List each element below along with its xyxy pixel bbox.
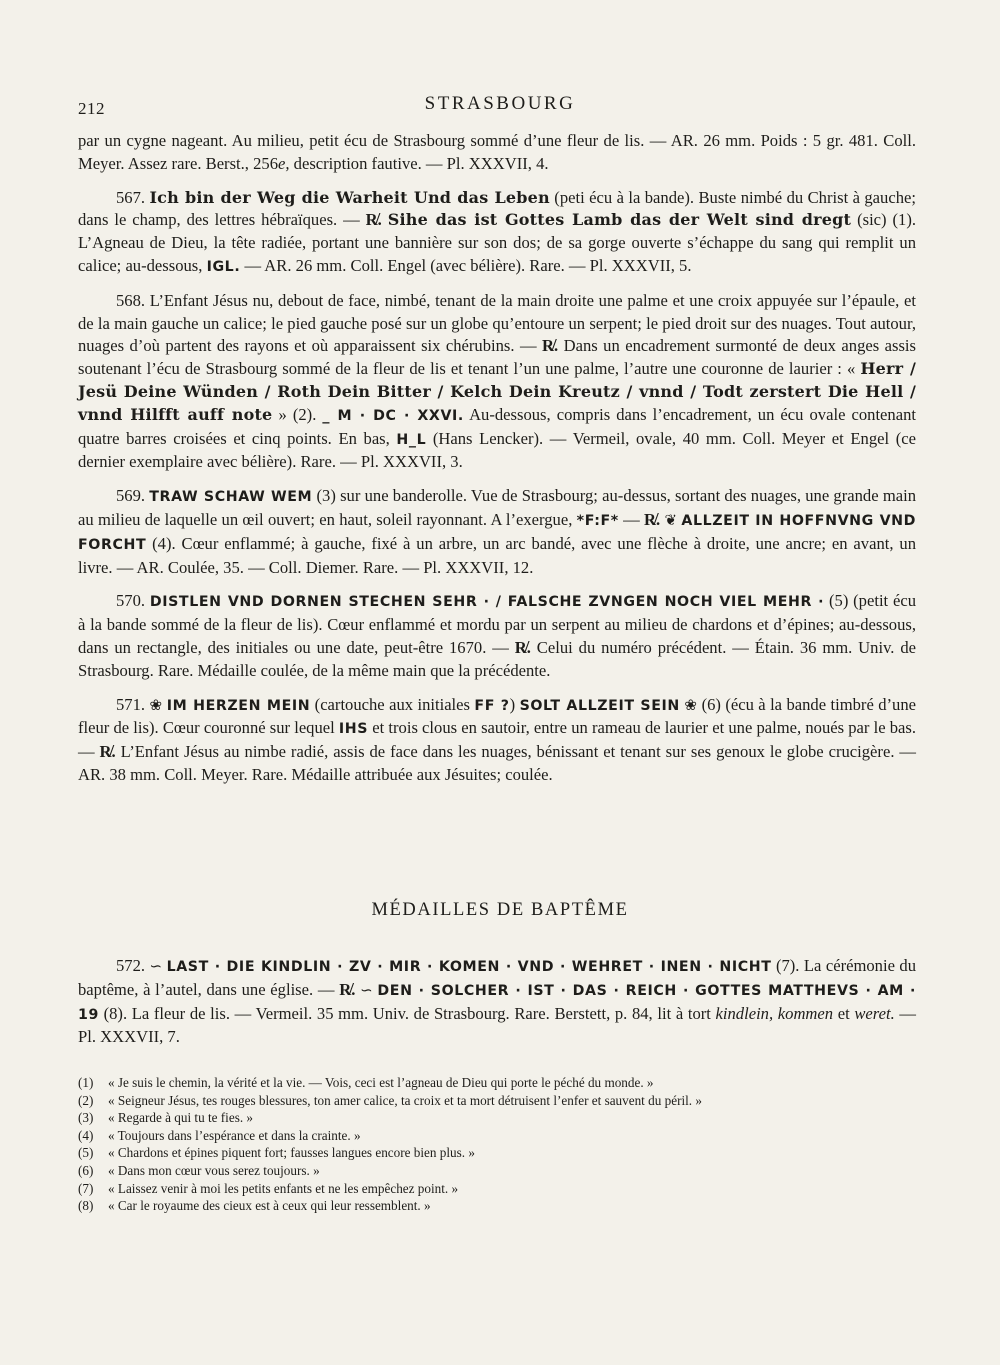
legend-obverse: Ich bin der Weg die Warheit Und das Leben <box>149 187 550 207</box>
continuation-text: par un cygne nageant. Au milieu, petit écu de Strasbourg sommé d’une fleur de lis. — AR. 26 mm. Poids : 5 gr. 481. Coll. Meyer. Assez rare. Berst., 256 <box>78 131 916 173</box>
entry-number: 567. <box>116 187 146 207</box>
reverse-mark: R̸. <box>339 979 356 999</box>
inscription: FF ? <box>474 697 510 714</box>
section-title: MÉDAILLES DE BAPTÊME <box>371 900 629 920</box>
running-title: STRASBOURG <box>424 93 576 114</box>
entry-text: Dans un encadrement surmonté de deux anges assis soutenant l’écu de Strasbourg sommé de la fleur de lis et tenant l’un une palme, l’autre une couronne de laurier : « <box>78 336 916 379</box>
inscription: IM HERZEN MEIN <box>166 697 311 714</box>
entry-570 <box>78 590 916 682</box>
inscription: H_L <box>396 431 427 448</box>
entry-text: L’Enfant Jésus nu, debout de face, nimbé, tenant de la main droite une palme et une croix appuyée sur l’épaule, et de la main gauche un calice; le pied gauche posé sur un globe qu’entoure un serpent; le pied droit sur des nuages. Tout autour, nuages d’où partent des rayons et où apparaissent six chérubins. — <box>78 290 916 356</box>
cord-icon: ∽ <box>360 980 373 999</box>
footnote-text: « Je suis le chemin, la vérité et la vie. — Vois, ceci est l’agneau de Dieu qui porte le péché du monde. » <box>108 1075 654 1090</box>
entry-number: 568. <box>116 290 146 310</box>
legend-reverse: Herr / Jesü Deine Wünden / Roth Dein Bitter / Kelch Dein Kreutz / vnnd / Todt zerstert Die Hell / vnnd Hilfft auff note <box>78 359 916 424</box>
footnote-text: « Dans mon cœur vous serez toujours. » <box>108 1162 320 1178</box>
rosette-icon: ❀ <box>149 695 163 714</box>
entry-text: (Hans Lencker). — Vermeil, ovale, 40 mm. Coll. Meyer et Engel (ce dernier exemplaire avec bélière). Rare. — Pl. XXXVII, 3. <box>78 428 916 472</box>
footnote <box>78 1197 904 1215</box>
reverse-mark: R̸. <box>644 509 661 529</box>
entry-569 <box>78 485 916 579</box>
inscription: IGL. <box>206 258 241 275</box>
inscription: DEN · SOLCHER · IST · DAS · REICH · GOTTES MATTHEVS · AM · 19 <box>78 982 916 1023</box>
entry-text: Au-dessous, compris dans l’encadrement, un écu ovale contenant quatre barres croisées et cinq points. En bas, <box>78 404 916 448</box>
entry-text: (peti écu à la bande). Buste nimbé du Christ à gauche; dans le champ, des lettres hébraïques. — <box>78 187 916 230</box>
entry-text: (6) (écu à la bande timbré d’une fleur de lis). Cœur couronné sur lequel <box>78 694 916 738</box>
inscription: SOLT ALLZEIT SEIN <box>519 697 680 714</box>
footnote-mark: (2) <box>78 1092 94 1108</box>
footnote-text: « Car le royaume des cieux est à ceux qui leur ressemblent. » <box>108 1198 431 1214</box>
entry-text: ) <box>509 694 520 714</box>
entry-text: (4). Cœur enflammé; à gauche, fixé à un arbre, un arc bandé, avec une flèche à droite, une ancre; en avant, un livre. — AR. Coulée, 35. — Coll. Diemer. Rare. — Pl. XXXVII, 12. <box>78 533 916 577</box>
continuation-text-after: description fautive. — Pl. XXXVII, 4. <box>289 153 549 173</box>
entry-text: — <box>618 509 645 529</box>
reverse-mark: R̸. <box>542 336 559 356</box>
footnote <box>78 1109 904 1127</box>
entry-572 <box>78 955 916 1049</box>
entry-text: (cartouche aux initiales <box>310 694 475 714</box>
baptism-body <box>78 955 916 1049</box>
entry-568 <box>78 290 916 474</box>
footnote-text: « Seigneur Jésus, tes rouges blessures, ton amer calice, ta croix et ta mort détruisent l’enfer et sauvent du péril. » <box>108 1092 702 1108</box>
entry-number: 570. <box>116 591 146 611</box>
entry-text: (8). La fleur de lis. — Vermeil. 35 mm. Univ. de Strasbourg. Rare. Berstett, p. 84, lit à tort <box>98 1003 716 1023</box>
entry-number: 569. <box>116 486 146 506</box>
continuation-italic: e, <box>278 153 290 173</box>
footnote-text: « Chardons et épines piquent fort; fausses langues encore bien plus. » <box>108 1145 475 1161</box>
footnote-mark: (1) <box>78 1075 94 1090</box>
entry-text: — AR. 26 mm. Coll. Engel (avec bélière). Rare. — Pl. XXXVII, 5. <box>240 255 692 275</box>
footnote-text: « Regarde à qui tu te fies. » <box>108 1110 254 1126</box>
footnote-mark: (7) <box>78 1180 94 1196</box>
reverse-mark: R̸. <box>99 742 116 762</box>
entry-text: et <box>833 1003 855 1023</box>
footnote <box>78 1127 904 1145</box>
inscription: ALLZEIT IN HOFFNVNG VND FORCHT <box>78 512 917 553</box>
footnote-mark: (5) <box>78 1145 94 1161</box>
legend-reverse: Sihe das ist Gottes Lamb das der Welt sind dregt <box>387 210 852 230</box>
page-number: 212 <box>78 99 105 118</box>
entry-text: (7). La cérémonie du baptême, à l’autel, dans une église. — <box>78 956 917 999</box>
footnote <box>78 1074 904 1092</box>
reverse-mark: R̸. <box>514 637 531 657</box>
continuation-paragraph <box>78 130 916 176</box>
italic-text: kindlein, kommen <box>715 1003 834 1023</box>
inscription: LAST · DIE KINDLIN · ZV · MIR · KOMEN · VND · WEHRET · INEN · NICHT <box>166 959 772 975</box>
footnote <box>78 1144 904 1162</box>
reverse-mark: R̸. <box>365 210 382 230</box>
entry-text: L’Enfant Jésus au nimbe radié, assis de face dans les nuages, bénissant et tenant sur ses genoux le globe crucigère. — AR. 38 mm. Coll. Meyer. Rare. Médaille attribuée aux Jésuites; coulée. <box>78 742 916 784</box>
footnote-mark: (3) <box>78 1110 94 1126</box>
ornament-icon: ❦ <box>664 510 678 529</box>
footnote-text: « Toujours dans l’espérance et dans la crainte. » <box>108 1127 361 1143</box>
inscription: *F:F* <box>576 512 619 529</box>
footnote-mark: (8) <box>78 1198 94 1214</box>
entry-number: 572. <box>116 956 146 975</box>
footnote-mark: (4) <box>78 1127 94 1143</box>
italic-text: weret. <box>854 1003 895 1023</box>
page-header <box>0 93 1000 123</box>
footnote <box>78 1180 904 1198</box>
inscription: IHS <box>338 721 369 738</box>
footnote <box>78 1162 904 1180</box>
entry-text: Celui du numéro précédent. — Étain. 36 mm. Univ. de Strasbourg. Rare. Médaille coulée, de la même main que la précédente. <box>78 637 916 680</box>
entry-text: et trois clous en sautoir, entre un rameau de laurier et une palme, noués par le bas. — <box>78 718 916 762</box>
entry-text: » (2). <box>272 404 323 424</box>
rosette-icon: ❀ <box>684 695 698 714</box>
footnotes <box>78 1074 904 1215</box>
entry-text: — Pl. XXXVII, 7. <box>78 1003 917 1047</box>
inscription: _ M · DC · XXVI. <box>322 407 464 424</box>
entry-text: (3) sur une banderolle. Vue de Strasbourg; au-dessus, sortant des nuages, une grande main au milieu de laquelle un œil ouvert; en haut, soleil rayonnant. A l’exergue, <box>78 486 916 529</box>
footnote-text: « Laissez venir à moi les petits enfants et ne les empêchez point. » <box>108 1180 459 1196</box>
entry-text: (sic) (1). L’Agneau de Dieu, la tête radiée, portant une bannière sur son dos; de sa gorge ouverte s’échappe du sang qui remplit un calice; au-dessous, <box>78 210 917 275</box>
entry-text: (5) (petit écu à la bande sommé de la fleur de lis). Cœur enflammé et mordu par un serpent au milieu de chardons et d’épines; au-dessous, dans un rectangle, des initiales ou une date, peut-être 1670. — <box>78 591 917 657</box>
footnote <box>78 1092 904 1110</box>
inscription: TRAW SCHAW WEM <box>149 489 313 506</box>
inscription: DISTLEN VND DORNEN STECHEN SEHR · / FALSCHE ZVNGEN NOCH VIEL MEHR · <box>149 594 825 611</box>
entry-567 <box>78 187 916 279</box>
catalog-body <box>78 130 916 798</box>
entry-571 <box>78 694 916 787</box>
entry-number: 571. <box>116 694 146 714</box>
cord-icon: ∽ <box>149 957 163 975</box>
footnote-mark: (6) <box>78 1162 94 1178</box>
